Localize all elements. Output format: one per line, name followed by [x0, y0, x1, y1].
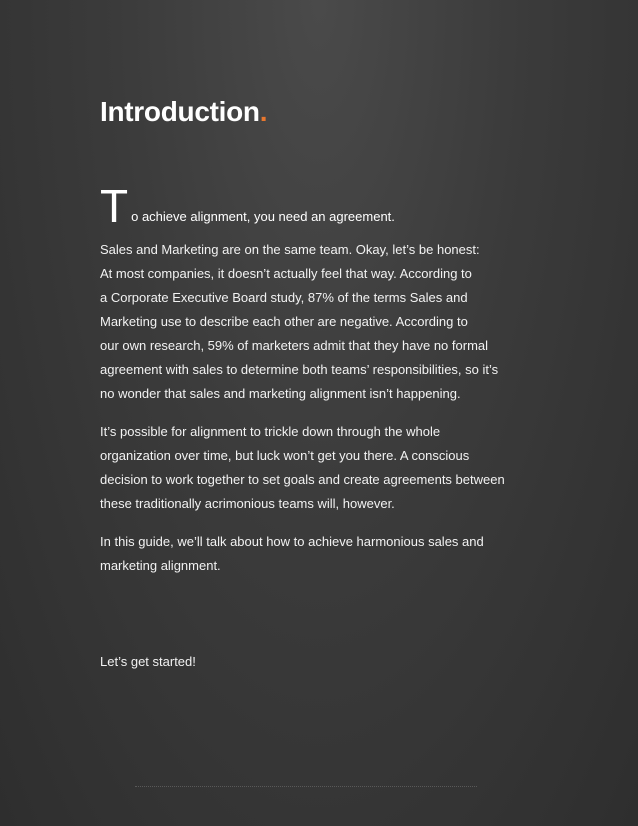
paragraph-line: agreement with sales to determine both teams’ responsibilities, so it’s — [100, 362, 499, 377]
paragraph-line: no wonder that sales and marketing alignment isn’t happening. — [100, 386, 461, 401]
paragraph-line: marketing alignment. — [100, 558, 221, 573]
paragraph-3 — [100, 530, 570, 578]
lead-sentence-text: o achieve alignment, you need an agreement. — [131, 209, 395, 224]
paragraph-line: Sales and Marketing are on the same team. Okay, let’s be honest: — [100, 242, 480, 257]
paragraph-line: It’s possible for alignment to trickle down through the whole — [100, 424, 441, 439]
section-heading — [100, 96, 267, 128]
paragraph-line: organization over time, but luck won’t get you there. A conscious — [100, 448, 470, 463]
paragraph-line: a Corporate Executive Board study, 87% of the terms Sales and — [100, 290, 468, 305]
heading-title: Introduction — [100, 96, 260, 127]
paragraph-1 — [100, 238, 570, 406]
body-text — [100, 238, 570, 592]
closing-line: Let’s get started! — [100, 654, 196, 669]
paragraph-line: decision to work together to set goals and create agreements between — [100, 472, 505, 487]
paragraph-line: these traditionally acrimonious teams will, however. — [100, 496, 395, 511]
paragraph-line: our own research, 59% of marketers admit that they have no formal — [100, 338, 489, 353]
heading-accent-dot: . — [259, 96, 268, 127]
lead-sentence — [100, 180, 395, 232]
footer-divider — [135, 786, 477, 787]
paragraph-line: Marketing use to describe each other are negative. According to — [100, 314, 468, 329]
drop-cap: T — [100, 180, 129, 232]
paragraph-line: In this guide, we’ll talk about how to achieve harmonious sales and — [100, 534, 484, 549]
paragraph-line: At most companies, it doesn’t actually feel that way. According to — [100, 266, 472, 281]
paragraph-2 — [100, 420, 570, 516]
